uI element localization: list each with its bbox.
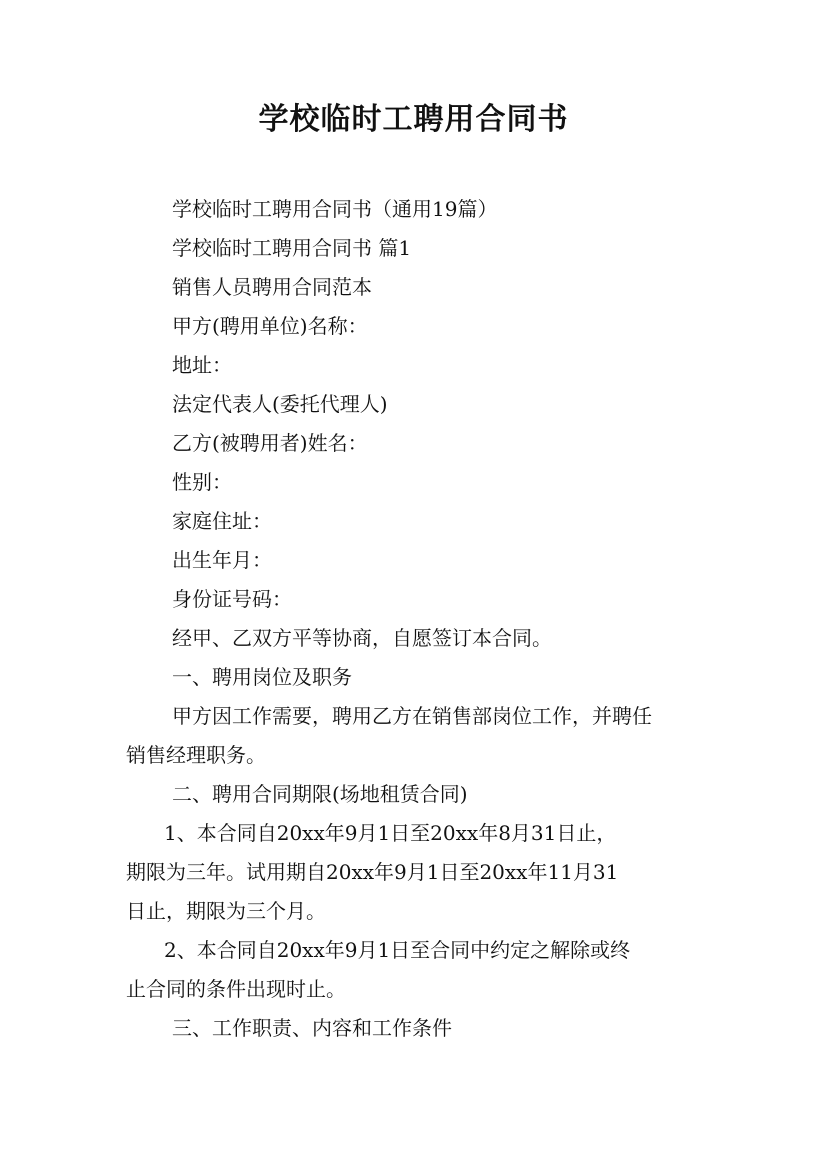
paragraph-line: 一、聘用岗位及职务 [172,665,352,689]
paragraph-line: 甲方因工作需要，聘用乙方在销售部岗位工作，并聘任 [172,704,652,728]
paragraph-line: 三、工作职责、内容和工作条件 [172,1016,452,1040]
paragraph-line: 乙方(被聘用者)姓名： [172,431,368,455]
paragraph-line: 经甲、乙双方平等协商，自愿签订本合同。 [172,626,552,650]
paragraph-line: 销售经理职务。 [126,743,266,767]
paragraph-line: 甲方(聘用单位)名称： [172,314,368,338]
paragraph-line: 身份证号码： [172,587,292,611]
paragraph-line: 法定代表人(委托代理人) [172,392,388,416]
paragraph-line: 期限为三年。试用期自20xx年9月1日至20xx年11月31 [126,860,619,884]
paragraph-line: 学校临时工聘用合同书（通用19篇） [172,197,498,221]
document-body [126,190,716,1048]
paragraph-line: 性别： [172,470,232,494]
paragraph-line: 2、本合同自20xx年9月1日至合同中约定之解除或终 [164,938,631,962]
document-title: 学校临时工聘用合同书 [258,102,569,137]
paragraph-line: 地址： [172,353,232,377]
paragraph-line: 家庭住址： [172,509,272,533]
paragraph-line: 学校临时工聘用合同书 篇1 [172,236,412,260]
paragraph-line: 止合同的条件出现时止。 [126,977,346,1001]
paragraph-line: 1、本合同自20xx年9月1日至20xx年8月31日止， [164,821,617,845]
paragraph-line: 销售人员聘用合同范本 [172,275,372,299]
paragraph-line: 日止，期限为三个月。 [126,899,326,923]
paragraph-line: 二、聘用合同期限(场地租赁合同) [172,782,468,806]
paragraph-line: 出生年月： [172,548,272,572]
